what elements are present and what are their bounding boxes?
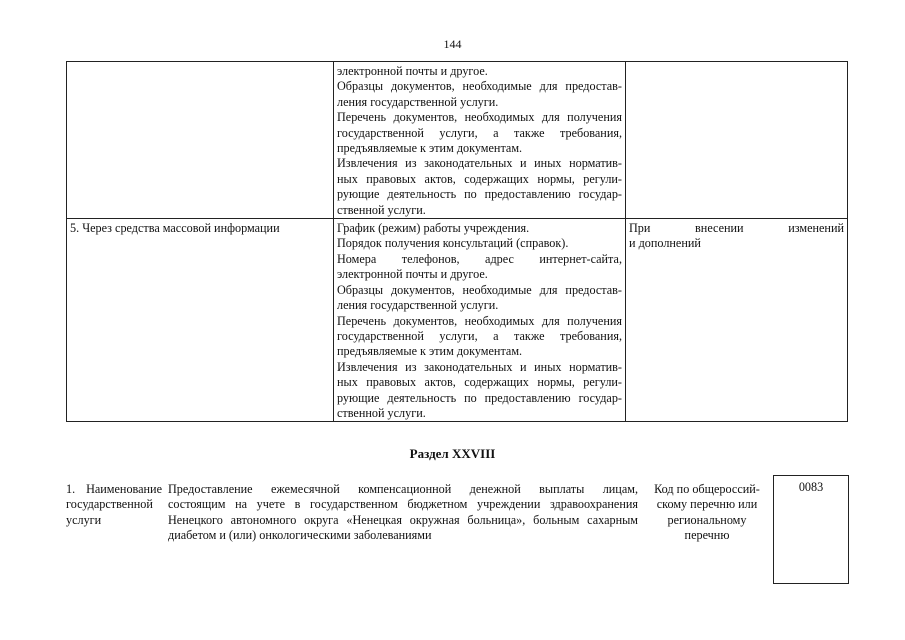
page-number: 144 [443, 37, 462, 51]
content-line: государственной услуги, а также требования, [337, 328, 622, 343]
section-title: Раздел XXVIII [409, 446, 496, 461]
table-row [67, 62, 848, 219]
registry-code-label [648, 482, 766, 544]
frequency-line: и дополнений [629, 236, 701, 251]
registry-code-value: 0083 [798, 480, 824, 494]
content-line: электронной почты и другое. [337, 267, 488, 282]
content-line: Порядок получения консультаций (справок). [337, 236, 569, 251]
service-description [168, 482, 638, 544]
content-line: ственной услуги. [337, 405, 426, 420]
code-label-line: региональному [667, 512, 747, 527]
content-line: ственной услуги. [337, 202, 426, 217]
content-line: ных правовых актов, содержащих нормы, регули- [337, 375, 622, 390]
content-line: Извлечения из законодательных и иных норматив- [337, 156, 622, 171]
cell-frequency [626, 62, 848, 219]
description-line: диабетом и (или) онкологическими заболеваниями [168, 528, 432, 543]
content-line: ных правовых актов, содержащих нормы, регули- [337, 171, 622, 186]
table-row [67, 219, 848, 422]
registry-code-box [773, 475, 849, 584]
cell-frequency [626, 219, 848, 422]
code-label-line: скому перечню или [656, 497, 758, 512]
content-line: Образцы документов, необходимые для предостав- [337, 79, 622, 94]
content-line: рующие деятельность по предоставлению государ- [337, 390, 622, 405]
content-line: ления государственной услуги. [337, 94, 499, 109]
description-line: Ненецкого автономного округа «Ненецкая окружная больница», больным сахарным [168, 512, 638, 527]
info-table [66, 61, 848, 422]
content-line: График (режим) работы учреждения. [337, 221, 530, 236]
code-label-line: Код по общероссий- [654, 482, 760, 496]
content-line: Образцы документов, необходимые для предостав- [337, 282, 622, 297]
content-line: государственной услуги, а также требования, [337, 125, 622, 140]
content-line: предъявляемые к этим документам. [337, 141, 523, 156]
service-name-label [66, 482, 162, 528]
content-line: Номера телефонов, адрес интернет-сайта, [337, 251, 622, 266]
cell-content [334, 219, 626, 422]
cell-content [334, 62, 626, 219]
content-line: рующие деятельность по предоставлению государ- [337, 187, 622, 202]
content-line: предъявляемые к этим документам. [337, 344, 523, 359]
label-line: 1. Наименование [66, 482, 162, 496]
content-line: Перечень документов, необходимых для получения [337, 110, 622, 125]
label-line: услуги [66, 512, 102, 527]
content-line: Извлечения из законодательных и иных норматив- [337, 359, 622, 374]
content-line: электронной почты и другое. [337, 64, 488, 78]
cell-method: 5. Через средства массовой информации [67, 219, 334, 422]
frequency-line: При внесении изменений [629, 221, 844, 236]
description-line: состоящим на учете в государственном бюджетном учреждении здравоохранения [168, 497, 638, 512]
label-line: государственной [66, 497, 153, 512]
description-line: Предоставление ежемесячной компенсационной денежной выплаты лицам, [168, 482, 638, 496]
cell-method [67, 62, 334, 219]
content-line: Перечень документов, необходимых для получения [337, 313, 622, 328]
code-label-line: перечню [684, 528, 730, 543]
content-line: ления государственной услуги. [337, 298, 499, 313]
